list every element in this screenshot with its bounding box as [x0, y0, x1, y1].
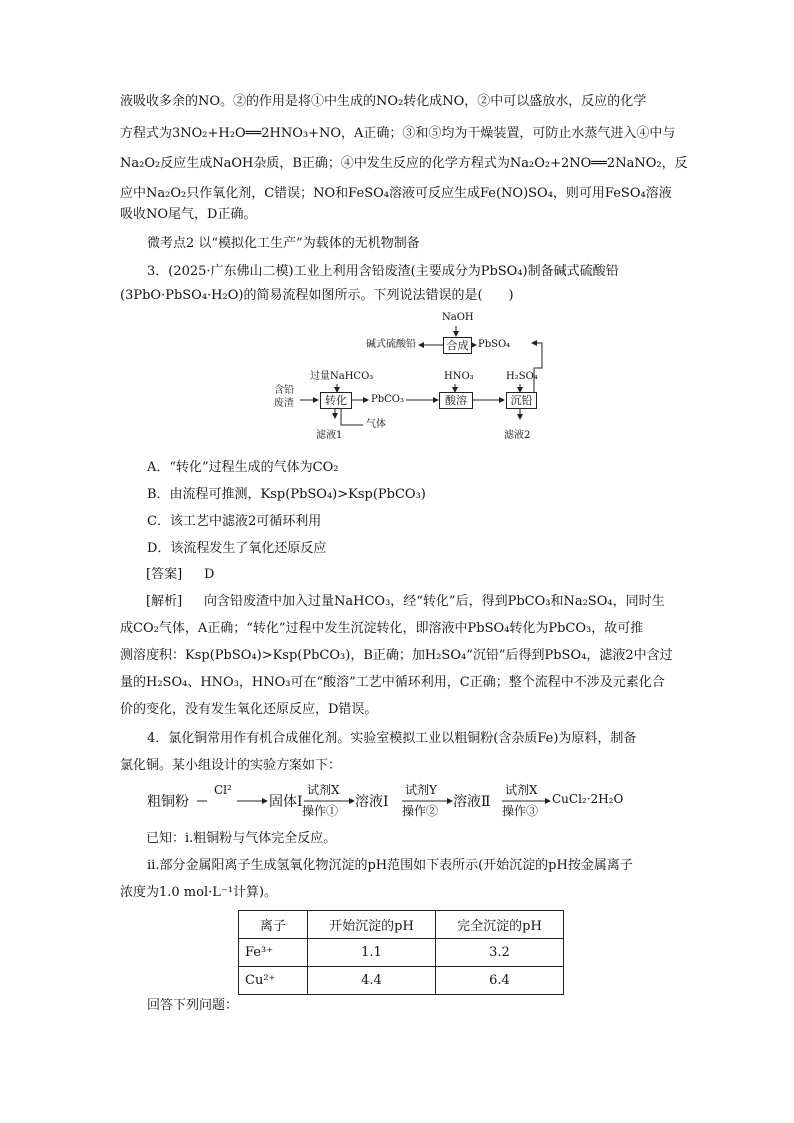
route-cl2: Cl²: [214, 783, 232, 797]
table-row: [239, 939, 564, 967]
hno3-label: HNO₃: [444, 371, 474, 382]
known-2-line2: 浓度为1.0 mol·L⁻¹计算)。: [120, 885, 278, 900]
box-zhuanhua: 转化: [320, 392, 352, 409]
route-reagent-y: 试剂Y: [405, 783, 437, 797]
route-reagent-x2: 试剂X: [505, 783, 538, 797]
explanation-line4: 量的H₂SO₄、HNO₃，HNO₃可在“酸溶”工艺中循环利用，C正确；整个流程中不涉及元素化合: [120, 675, 665, 690]
table-header: 完全沉淀的pH: [436, 911, 564, 939]
pbso4-label: PbSO₄: [478, 339, 511, 350]
q3-option-d: D．该流程发生了氧化还原反应: [147, 541, 327, 556]
pbco3-label: PbCO₃: [371, 394, 404, 405]
explanation-line3: 测溶度积：Ksp(PbSO₄)>Ksp(PbCO₃)，B正确；加H₂SO₄“沉铅”后得到PbSO₄，滤液2中含过: [120, 648, 673, 663]
table-cell: 1.1: [308, 939, 436, 967]
q4-stem-line2: 氯化铜。某小组设计的实验方案如下：: [120, 758, 342, 773]
answer-value: D: [204, 567, 215, 582]
gas-label: 气体: [366, 419, 386, 430]
product-label: 碱式硫酸铅: [366, 339, 416, 350]
ph-table: [238, 910, 564, 995]
q3-option-b: B．由流程可推测，Ksp(PbSO₄)>Ksp(PbCO₃): [147, 487, 426, 502]
para1-line5: 吸收NO尾气，D正确。: [120, 207, 257, 222]
feed-label-1: 含铅: [274, 385, 294, 396]
para1-line4: 应中Na₂O₂只作氧化剂，C错误；NO和FeSO₄溶液可反应生成Fe(NO)SO₄，则可用FeSO₄溶液: [120, 186, 672, 201]
process-flow-diagram: [270, 308, 570, 448]
route-reagent-x1: 试剂X: [307, 783, 340, 797]
route-solid: 固体Ⅰ: [269, 794, 303, 810]
table-header: 开始沉淀的pH: [308, 911, 436, 939]
synthesis-route: [147, 785, 667, 825]
explanation-label: [解析]: [146, 594, 183, 609]
route-op3: 操作③: [502, 804, 539, 818]
section-heading: 微考点2 以“模拟化工生产”为载体的无机物制备: [147, 236, 420, 251]
h2so4-label: H₂SO₄: [506, 371, 538, 382]
answer-label: [答案]: [146, 567, 183, 582]
q3-stem-line2: (3PbO·PbSO₄·H₂O)的简易流程如图所示。下列说法错误的是( ): [120, 288, 514, 303]
box-hecheng: 合成: [443, 337, 472, 354]
route-solution2: 溶液Ⅱ: [453, 794, 491, 810]
table-cell-ion: Fe³⁺: [239, 939, 308, 967]
route-op1: 操作①: [302, 804, 339, 818]
para1-line2: 方程式为3NO₂+H₂O══2HNO₃+NO，A正确；③和⑤均为干燥装置，可防止水蒸气进入④中与: [120, 126, 676, 141]
naoh-label: NaOH: [442, 312, 474, 323]
filtrate1-label: 滤液1: [316, 430, 343, 441]
table-header: 离子: [239, 911, 308, 939]
known-1: 已知：ⅰ.粗铜粉与气体完全反应。: [146, 831, 337, 846]
explanation-line5: 价的变化，没有发生氧化还原反应，D错误。: [120, 702, 378, 717]
box-suanrong: 酸溶: [439, 392, 473, 409]
feed-label-2: 废渣: [274, 398, 294, 409]
q3-option-a: A．“转化”过程生成的气体为CO₂: [147, 460, 339, 475]
route-op2: 操作②: [402, 804, 439, 818]
q3-stem-line1: 3．(2025·广东佛山二模)工业上利用含铅废渣(主要成分为PbSO₄)制备碱式硫酸铅: [147, 264, 619, 279]
q3-option-c: C．该工艺中滤液2可循环利用: [147, 514, 322, 529]
explanation-line2: 成CO₂气体，A正确；“转化”过程中发生沉淀转化，即溶液中PbSO₄转化为PbCO₃，故可推: [120, 621, 644, 636]
table-cell: 3.2: [436, 939, 564, 967]
table-cell: 6.4: [436, 967, 564, 995]
filtrate2-label: 滤液2: [504, 430, 531, 441]
route-start: 粗铜粉: [147, 794, 189, 810]
table-row: [239, 967, 564, 995]
explanation-line1: 向含铅废渣中加入过量NaHCO₃，经“转化”后，得到PbCO₃和Na₂SO₄，同时生: [204, 594, 665, 609]
route-solution1: 溶液Ⅰ: [355, 794, 389, 810]
known-2-line1: ⅱ.部分金属阳离子生成氢氧化物沉淀的pH范围如下表所示(开始沉淀的pH按金属离子: [147, 858, 633, 873]
q4-stem-line1: 4．氯化铜常用作有机合成催化剂。实验室模拟工业以粗铜粉(含杂质Fe)为原料，制备: [147, 731, 637, 746]
para1-line1: 液吸收多余的NO。②的作用是将①中生成的NO₂转化成NO，②中可以盛放水，反应的化学: [120, 94, 647, 109]
table-header-row: [239, 911, 564, 939]
table-cell-ion: Cu²⁺: [239, 967, 308, 995]
answer-prompt: 回答下列问题：: [147, 998, 239, 1013]
nahco3-label: 过量NaHCO₃: [310, 371, 374, 382]
route-product: CuCl₂·2H₂O: [552, 792, 624, 806]
box-chenqian: 沉铅: [506, 392, 537, 409]
para1-line3: Na₂O₂反应生成NaOH杂质，B正确；④中发生反应的化学方程式为Na₂O₂+2NO══2NaNO₂，反: [120, 156, 688, 171]
table-cell: 4.4: [308, 967, 436, 995]
